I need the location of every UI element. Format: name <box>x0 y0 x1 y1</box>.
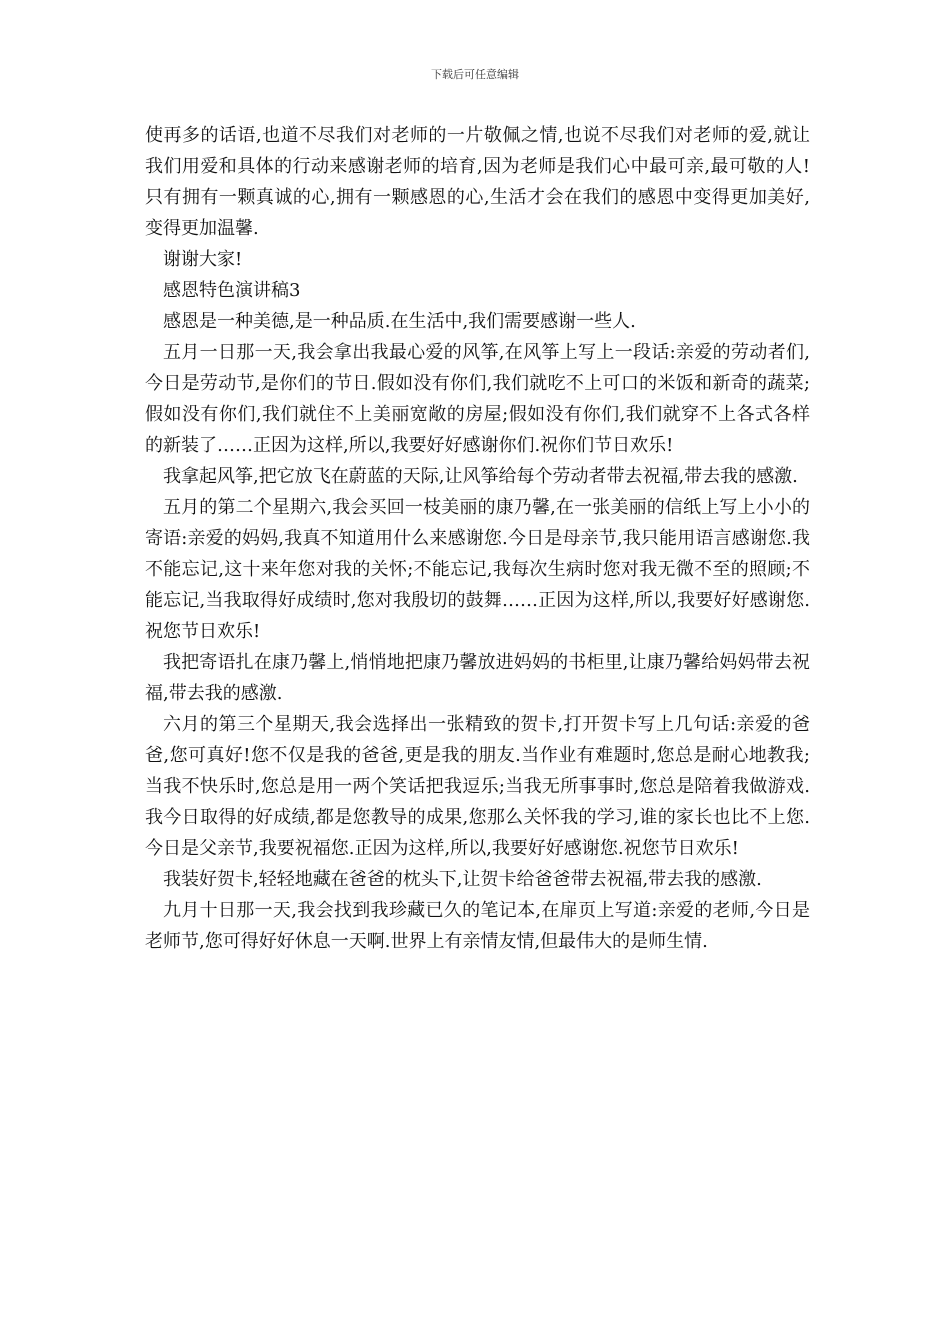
paragraph: 五月一日那一天,我会拿出我最心爱的风筝,在风筝上写上一段话:亲爱的劳动者们,今日是劳动节,是你们的节日.假如没有你们,我们就吃不上可口的米饭和新奇的蔬菜;假如没有你们,我们就住不上美丽宽敞的房屋;假如没有你们,我们就穿不上各式各样的新装了……正因为这样,所以,我要好好感谢你们.祝你们节日欢乐! <box>145 342 810 456</box>
paragraph: 我装好贺卡,轻轻地藏在爸爸的枕头下,让贺卡给爸爸带去祝福,带去我的感激. <box>163 869 762 890</box>
paragraph-continued: 使再多的话语,也道不尽我们对老师的一片敬佩之情,也说不尽我们对老师的爱,就让我们用爱和具体的行动来感谢老师的培育,因为老师是我们心中最可亲,最可敬的人!只有拥有一颗真诚的心,拥有一颗感恩的心,生活才会在我们的感恩中变得更加美好,变得更加温馨. <box>145 125 810 239</box>
paragraph: 感恩是一种美德,是一种品质.在生活中,我们需要感谢一些人. <box>163 311 636 332</box>
paragraph: 九月十日那一天,我会找到我珍藏已久的笔记本,在扉页上写道:亲爱的老师,今日是老师节,您可得好好休息一天啊.世界上有亲情友情,但最伟大的是师生情. <box>145 900 810 952</box>
paragraph: 我拿起风筝,把它放飞在蔚蓝的天际,让风筝给每个劳动者带去祝福,带去我的感激. <box>163 466 798 487</box>
document-body <box>145 120 810 957</box>
section-title: 感恩特色演讲稿3 <box>163 280 301 301</box>
page-header: 下载后可任意编辑 <box>431 68 519 81</box>
paragraph: 六月的第三个星期天,我会选择出一张精致的贺卡,打开贺卡写上几句话:亲爱的爸爸,您可真好!您不仅是我的爸爸,更是我的朋友.当作业有难题时,您总是耐心地教我;当我不快乐时,您总是用一两个笑话把我逗乐;当我无所事事时,您总是陪着我做游戏.我今日取得的好成绩,都是您教导的成果,您那么关怀我的学习,谁的家长也比不上您.今日是父亲节,我要祝福您.正因为这样,所以,我要好好感谢您.祝您节日欢乐! <box>145 714 810 859</box>
paragraph: 我把寄语扎在康乃馨上,悄悄地把康乃馨放进妈妈的书柜里,让康乃馨给妈妈带去祝福,带去我的感激. <box>145 652 810 704</box>
paragraph: 五月的第二个星期六,我会买回一枝美丽的康乃馨,在一张美丽的信纸上写上小小的寄语:亲爱的妈妈,我真不知道用什么来感谢您.今日是母亲节,我只能用语言感谢您.我不能忘记,这十来年您对我的关怀;不能忘记,我每次生病时您对我无微不至的照顾;不能忘记,当我取得好成绩时,您对我殷切的鼓舞……正因为这样,所以,我要好好感谢您.祝您节日欢乐! <box>145 497 810 642</box>
paragraph-thanks: 谢谢大家! <box>163 249 243 270</box>
